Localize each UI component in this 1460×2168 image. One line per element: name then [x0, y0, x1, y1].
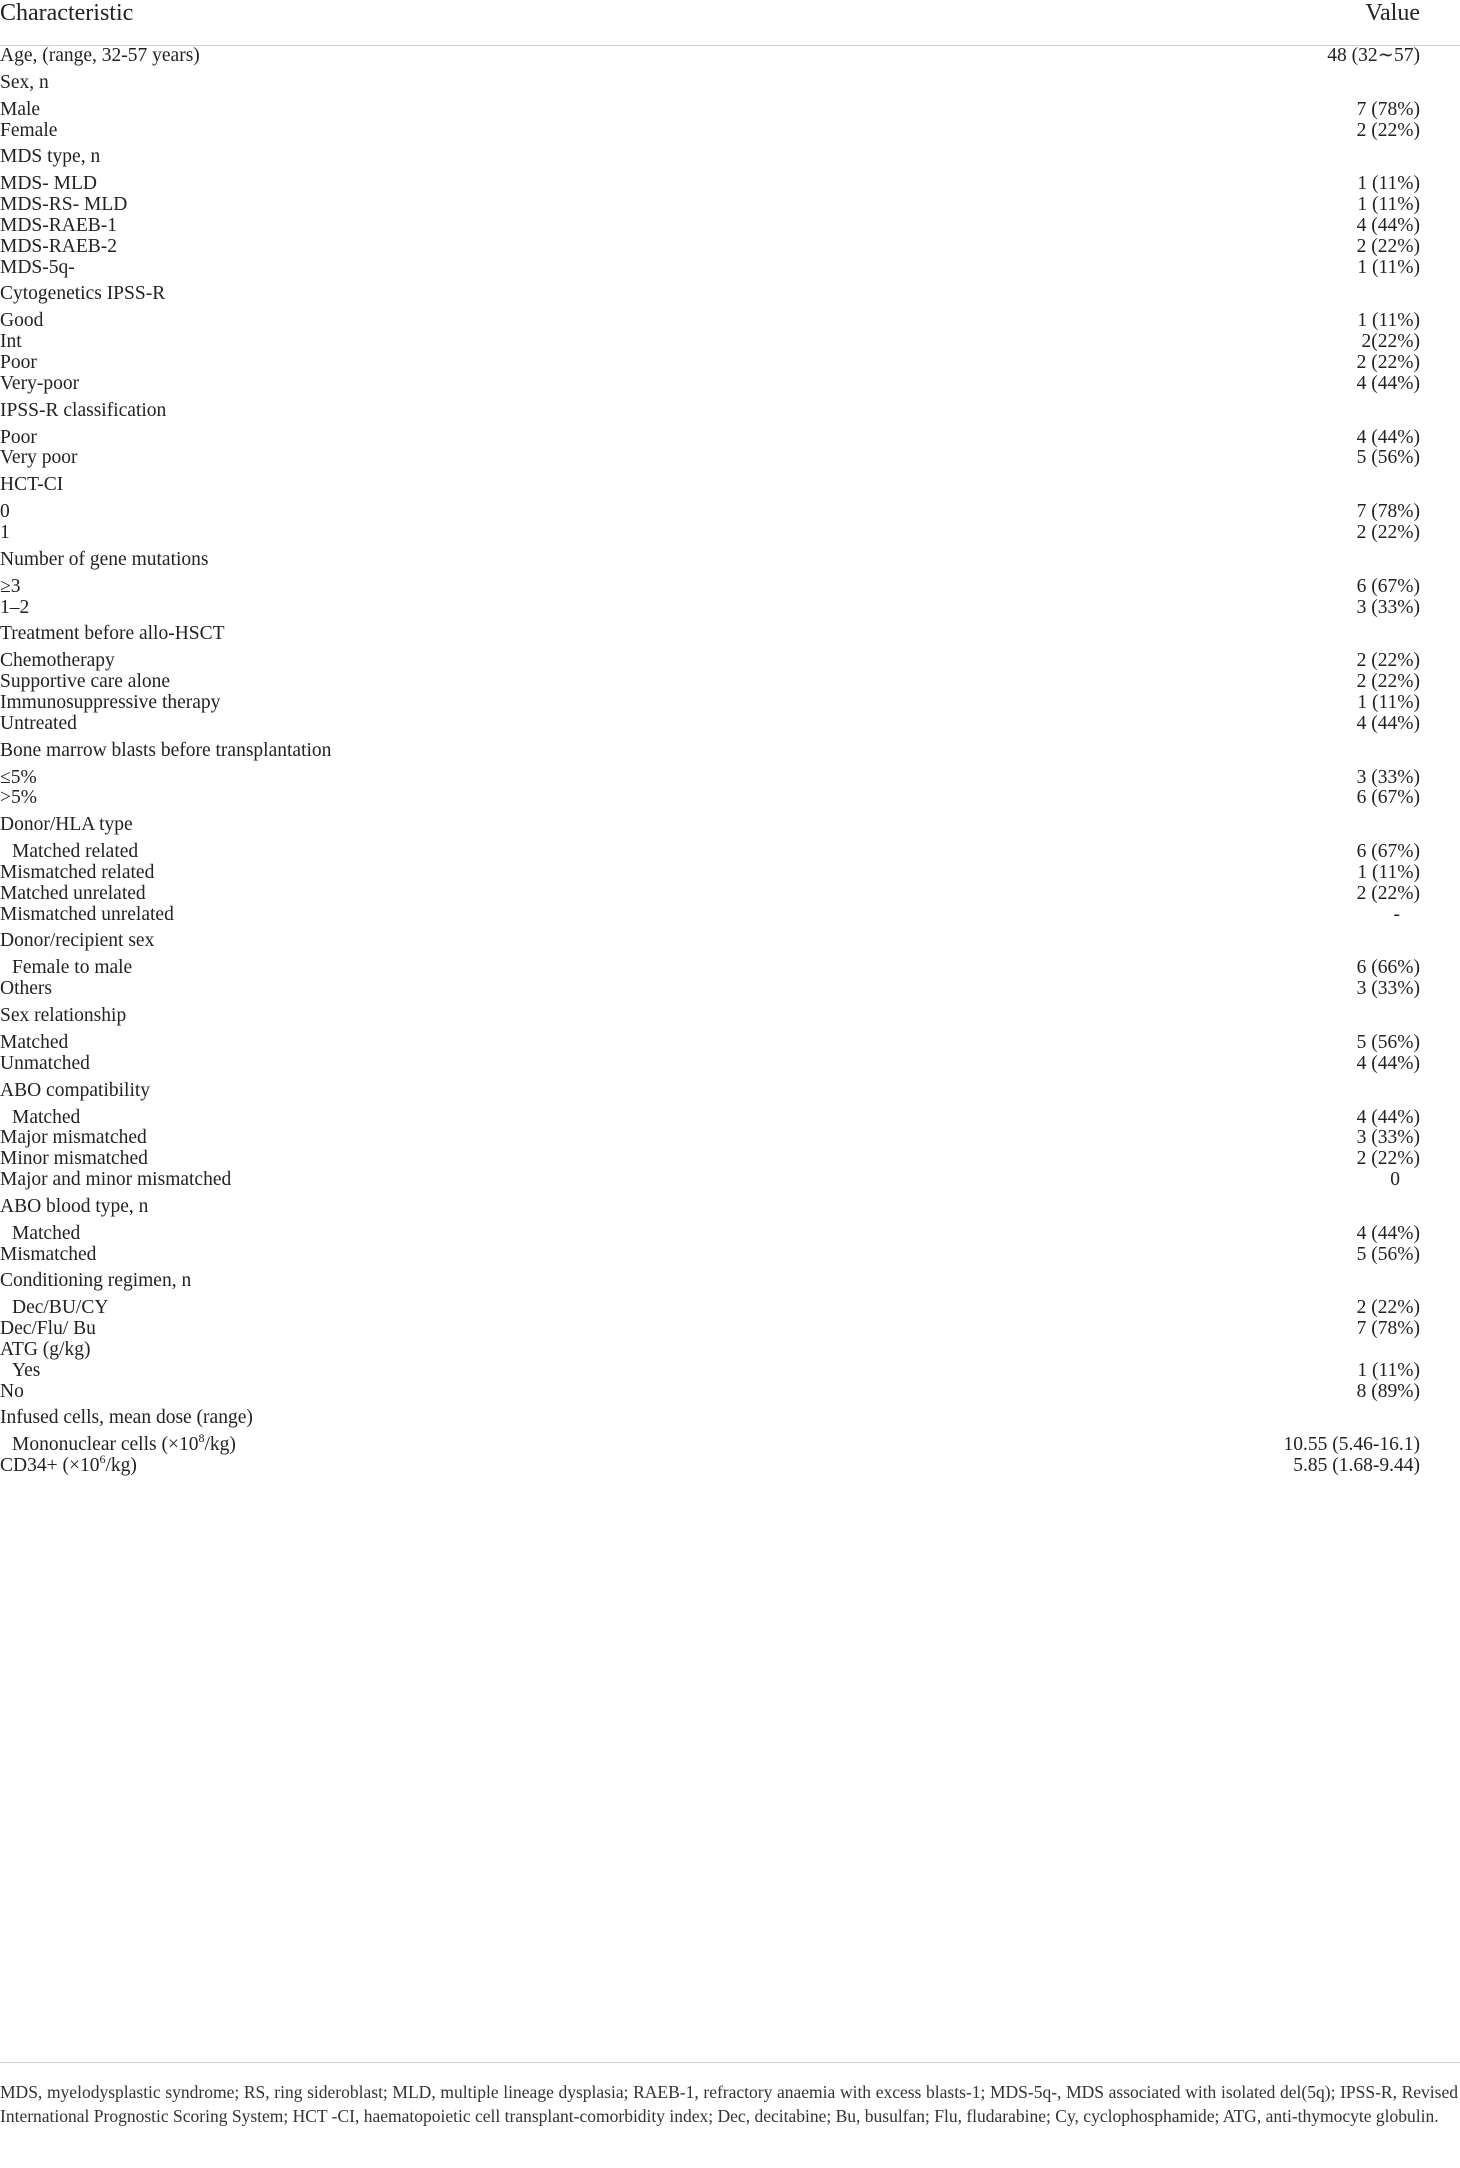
row-value: 4 (44%)	[1356, 372, 1420, 394]
row-value: 3 (33%)	[1356, 1127, 1420, 1149]
table-row	[0, 254, 1460, 282]
table-row	[0, 1166, 1460, 1194]
row-value: 3 (33%)	[1356, 978, 1420, 1000]
row-label-text: Donor/recipient sex	[0, 930, 155, 952]
row-value: 5 (56%)	[1356, 447, 1420, 469]
row-label-text: Male	[0, 98, 41, 120]
row-label-text: Mismatched unrelated	[0, 903, 174, 925]
row-label	[0, 737, 331, 765]
row-label-text: Age, (range, 32-57 years)	[0, 45, 200, 66]
row-value: 4 (44%)	[1356, 1222, 1420, 1244]
row-label-text: MDS-RAEB-1	[0, 215, 118, 236]
row-value: 48 (32∼57)	[1327, 45, 1420, 66]
row-label	[0, 370, 79, 398]
row-label-text: MDS-RS- MLD	[0, 194, 128, 216]
row-label-text: Major and minor mismatched	[0, 1169, 232, 1190]
row-label-text: Sex, n	[0, 71, 49, 93]
row-label-text: Treatment before allo-HSCT	[0, 623, 225, 645]
row-value: 2 (22%)	[1356, 522, 1420, 543]
category-row	[0, 1404, 1460, 1432]
row-label-text: IPSS-R classification	[0, 399, 167, 421]
row-value: 5.85 (1.68-9.44)	[1293, 1455, 1420, 1477]
category-row	[0, 397, 1460, 425]
row-value: 5 (56%)	[1356, 1243, 1420, 1265]
row-value: 3 (33%)	[1356, 596, 1420, 618]
row-label-text: HCT-CI	[0, 474, 64, 496]
row-label-text: Mismatched	[0, 1243, 97, 1265]
row-label-text: Female	[0, 119, 58, 141]
row-label-text: Mononuclear cells (×10	[12, 1434, 199, 1456]
row-label-suffix: /kg)	[105, 1455, 137, 1477]
row-value: 5 (56%)	[1356, 1032, 1420, 1053]
row-value: 2 (22%)	[1356, 882, 1420, 904]
row-value: 2 (22%)	[1356, 1148, 1420, 1170]
row-label	[0, 901, 174, 929]
row-label	[0, 1267, 191, 1295]
row-value: 3 (33%)	[1356, 766, 1420, 788]
row-label-text: Dec/Flu/ Bu	[0, 1318, 96, 1340]
category-row	[0, 546, 1460, 574]
row-label	[0, 254, 75, 282]
row-value: 2(22%)	[1361, 331, 1420, 353]
table-row	[0, 975, 1460, 1003]
row-label-text: Very-poor	[0, 372, 80, 394]
header-characteristic: Characteristic	[0, 0, 134, 26]
row-label-text: Supportive care alone	[0, 671, 171, 693]
table-row	[0, 1050, 1460, 1078]
category-row	[0, 927, 1460, 955]
row-label	[0, 1077, 150, 1105]
row-label-text: Matched	[12, 1222, 81, 1244]
table-row	[0, 1378, 1460, 1406]
row-label-text: Number of gene mutations	[0, 548, 209, 570]
row-label-text: MDS type, n	[0, 146, 101, 168]
row-label	[0, 397, 166, 425]
table-row	[0, 1241, 1460, 1269]
row-value: 1 (11%)	[1357, 692, 1420, 713]
row-label-text: Untreated	[0, 712, 77, 734]
row-value: 2 (22%)	[1356, 235, 1420, 257]
category-row	[0, 280, 1460, 308]
row-label-text: Chemotherapy	[0, 650, 115, 672]
row-label	[0, 620, 225, 648]
row-label	[0, 471, 63, 499]
row-value: 2 (22%)	[1356, 1297, 1420, 1319]
row-value: 1 (11%)	[1357, 173, 1420, 195]
row-label	[0, 710, 77, 738]
row-value: 7 (78%)	[1356, 98, 1420, 120]
row-value: 1 (11%)	[1357, 194, 1420, 216]
table-row	[0, 370, 1460, 398]
row-label	[0, 1452, 137, 1480]
table-row	[0, 444, 1460, 472]
row-label-text: Unmatched	[0, 1052, 90, 1074]
header-value: Value	[1365, 0, 1420, 26]
row-label-text: ≥3	[0, 575, 21, 597]
row-label-text: Very poor	[0, 447, 78, 469]
row-value: 1 (11%)	[1357, 310, 1420, 332]
row-label	[0, 811, 133, 839]
table-row	[0, 901, 1460, 929]
row-label-text: Matched	[0, 1032, 69, 1053]
row-label	[0, 1166, 231, 1194]
row-label-text: Poor	[0, 352, 37, 373]
row-label	[0, 1193, 148, 1221]
row-label-text: 1	[0, 522, 10, 543]
row-label-text: Int	[0, 331, 22, 353]
row-label	[0, 143, 100, 171]
row-value: 2 (22%)	[1356, 671, 1420, 693]
category-row	[0, 471, 1460, 499]
row-label-text: Sex relationship	[0, 1005, 127, 1026]
row-label-text: MDS-RAEB-2	[0, 235, 118, 257]
row-value: 2 (22%)	[1356, 650, 1420, 672]
table-row	[0, 519, 1460, 547]
row-value: 1 (11%)	[1357, 1359, 1420, 1381]
row-value: 6 (67%)	[1356, 787, 1420, 809]
row-label	[0, 519, 10, 547]
category-row	[0, 1193, 1460, 1221]
row-value: 6 (67%)	[1356, 575, 1420, 597]
row-label-text: 1–2	[0, 596, 30, 618]
row-label-text: Matched unrelated	[0, 882, 146, 904]
table-footnote: MDS, myelodysplastic syndrome; RS, ring sideroblast; MLD, multiple lineage dysplasia; RAEB-1, refractory anaemia with excess blasts-1; MDS-5q-, MDS associated with isolated del(5q); IPSS-R, Revised International Prognostic Scoring System; HCT -CI, haematopoietic cell transplant-comorbidity index; Dec, decitabine; Bu, busulfan; Flu, fludarabine; Cy, cyclophosphamide; ATG, anti-thymocyte globulin.	[0, 2082, 1458, 2126]
row-label-text: ABO blood type, n	[0, 1195, 149, 1217]
row-value: 4 (44%)	[1356, 1106, 1420, 1128]
row-label-text: Cytogenetics IPSS-R	[0, 283, 166, 305]
row-label-text: Others	[0, 978, 52, 1000]
row-label-text: MDS- MLD	[0, 173, 97, 195]
row-value: 4 (44%)	[1356, 1052, 1420, 1074]
row-value: 6 (66%)	[1356, 957, 1420, 979]
category-row	[0, 811, 1460, 839]
row-label-text: Mismatched related	[0, 862, 155, 883]
row-label-text: Yes	[12, 1359, 41, 1381]
row-label-text: Conditioning regimen, n	[0, 1270, 192, 1292]
category-row	[0, 737, 1460, 765]
row-label-text: Matched	[12, 1106, 81, 1128]
row-value: 8 (89%)	[1356, 1380, 1420, 1402]
table-row	[0, 710, 1460, 738]
row-value: 4 (44%)	[1356, 426, 1420, 448]
table-row	[0, 594, 1460, 622]
row-label-text: MDS-5q-	[0, 256, 75, 278]
table-row	[0, 784, 1460, 812]
row-label	[0, 546, 209, 574]
row-value: 1 (11%)	[1357, 862, 1420, 883]
row-label	[0, 444, 77, 472]
row-label	[0, 975, 52, 1003]
category-row	[0, 69, 1460, 97]
row-value: 7 (78%)	[1356, 1318, 1420, 1340]
row-value: 2 (22%)	[1356, 352, 1420, 373]
row-label-text: >5%	[0, 787, 37, 809]
row-value: 0	[1390, 1169, 1400, 1190]
row-label-text: Poor	[0, 426, 37, 448]
row-value: -	[1393, 903, 1400, 925]
row-label	[0, 594, 29, 622]
row-label	[0, 1241, 96, 1269]
category-row	[0, 620, 1460, 648]
row-label	[0, 42, 200, 70]
row-label-text: Minor mismatched	[0, 1148, 148, 1170]
row-label-text: ≤5%	[0, 766, 37, 788]
table-row	[0, 1452, 1460, 1480]
row-label-superscript: 8	[198, 1430, 205, 1445]
row-label	[0, 1378, 24, 1406]
table-row	[0, 117, 1460, 145]
row-label-text: Good	[0, 310, 44, 332]
row-label-text: ABO compatibility	[0, 1079, 151, 1101]
row-value: 6 (67%)	[1356, 841, 1420, 863]
row-value: 4 (44%)	[1356, 712, 1420, 734]
row-label-text: CD34+ (×10	[0, 1455, 100, 1477]
row-label-text: Dec/BU/CY	[12, 1297, 109, 1319]
category-row	[0, 143, 1460, 171]
row-label-text: Immunosuppressive therapy	[0, 692, 221, 713]
row-label-text: Major mismatched	[0, 1127, 147, 1149]
table-bottom-rule	[0, 2062, 1460, 2063]
row-label-text: No	[0, 1380, 24, 1402]
row-label-text: Matched related	[12, 841, 139, 863]
row-label	[0, 1002, 126, 1030]
row-label-text: Bone marrow blasts before transplantation	[0, 739, 332, 761]
table-header	[0, 0, 1460, 46]
row-label-suffix: /kg)	[204, 1434, 236, 1456]
row-label	[0, 280, 165, 308]
row-value: 2 (22%)	[1356, 119, 1420, 141]
row-value: 10.55 (5.46-16.1)	[1283, 1434, 1420, 1456]
table-row	[0, 42, 1460, 70]
row-value: 4 (44%)	[1356, 215, 1420, 236]
row-label-superscript: 6	[99, 1451, 106, 1466]
row-label-text: Female to male	[12, 957, 133, 979]
row-label	[0, 117, 57, 145]
row-label	[0, 927, 154, 955]
row-label-text: ATG (g/kg)	[0, 1339, 91, 1360]
row-value: 7 (78%)	[1356, 501, 1420, 523]
row-label-text: Donor/HLA type	[0, 814, 133, 836]
row-label-text: 0	[0, 501, 10, 523]
category-row	[0, 1002, 1460, 1030]
row-label-text: Infused cells, mean dose (range)	[0, 1407, 253, 1429]
category-row	[0, 1267, 1460, 1295]
category-row	[0, 1077, 1460, 1105]
row-label	[0, 1404, 253, 1432]
row-label	[0, 69, 49, 97]
row-label	[0, 1050, 90, 1078]
row-label	[0, 784, 37, 812]
row-value: 1 (11%)	[1357, 256, 1420, 278]
